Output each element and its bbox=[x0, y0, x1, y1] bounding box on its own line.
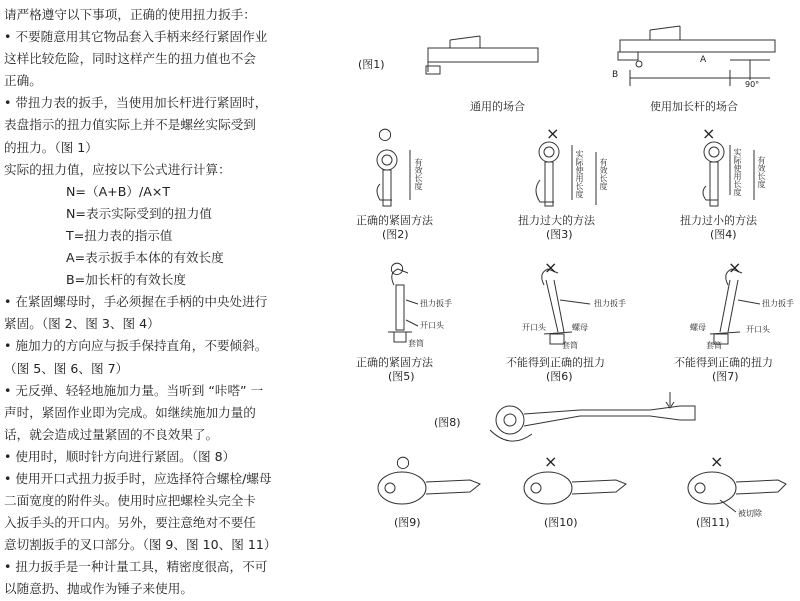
fig2-side-label: 有效长度 bbox=[414, 158, 423, 190]
fig3-drawing bbox=[536, 142, 596, 206]
text-line: • 施加力的方向应与扳手保持直角，不要倾斜。 bbox=[4, 338, 268, 354]
text-line: 实际的扭力值，应按以下公式进行计算： bbox=[4, 161, 231, 177]
fig4-side-label-2: 有效长度 bbox=[757, 156, 766, 188]
text-line: 意切割扳手的叉口部分。（图 9、图 10、图 11） bbox=[4, 537, 277, 553]
fig7-label-wrench: 扭力扳手 bbox=[762, 299, 794, 308]
fig5-label-wrench: 扭力扳手 bbox=[420, 299, 452, 308]
fig5-label: (图5) bbox=[388, 370, 415, 383]
fig10-mark: × bbox=[544, 452, 558, 471]
fig2-mark: ○ bbox=[378, 124, 392, 143]
fig5-label-head: 开口头 bbox=[420, 321, 444, 330]
text-line: N=表示实际受到的扭力值 bbox=[66, 205, 212, 221]
fig6-label-socket: 套筒 bbox=[562, 341, 578, 350]
fig9-mark: ○ bbox=[396, 452, 410, 471]
fig11-mark: × bbox=[710, 452, 724, 471]
fig4-mark: × bbox=[702, 124, 716, 143]
text-line: 二面宽度的附件头。使用时应把螺栓头完全卡 bbox=[4, 493, 256, 509]
fig8-drawing bbox=[490, 392, 695, 441]
fig9-drawing bbox=[378, 472, 480, 504]
fig1-wrench-extension bbox=[618, 26, 775, 86]
text-line: • 扭力扳手是一种计量工具，精密度很高，不可 bbox=[4, 559, 268, 575]
fig7-label-head: 开口头 bbox=[746, 325, 770, 334]
fig7-label-socket: 套筒 bbox=[706, 341, 722, 350]
fig7-label: (图7) bbox=[712, 370, 739, 383]
fig2-drawing bbox=[377, 150, 410, 206]
text-line: 话，就会造成过量紧固的不良效果了。 bbox=[4, 426, 219, 442]
fig10-label: (图10) bbox=[544, 516, 578, 529]
fig3-mark: × bbox=[546, 124, 560, 143]
text-line: • 使用开口式扭力扳手时，应选择符合螺栓/螺母 bbox=[4, 470, 272, 486]
text-line: 表盘指示的扭力值实际上并不是螺丝实际受到 bbox=[4, 117, 256, 133]
text-line: （图 5、图 6、图 7） bbox=[4, 360, 129, 376]
text-line: • 不要随意用其它物品套入手柄来经行紧固作业 bbox=[4, 29, 268, 45]
text-line: 声时，紧固作业即为完成。如继续施加力量的 bbox=[4, 404, 256, 420]
fig6-label-nut: 螺母 bbox=[572, 323, 588, 332]
fig3-side-label-2: 有效长度 bbox=[599, 158, 608, 190]
fig1-A-label: A bbox=[700, 55, 707, 65]
fig8-label: (图8) bbox=[434, 416, 461, 429]
text-line: • 在紧固螺母时，手必须握在手柄的中央处进行 bbox=[4, 294, 268, 310]
text-line: 正确。 bbox=[4, 73, 42, 89]
fig7-caption: 不能得到正确的扭力 bbox=[674, 356, 773, 369]
fig3-caption: 扭力过大的方法 bbox=[518, 214, 595, 227]
fig10-drawing bbox=[524, 472, 626, 504]
fig6-label-head: 开口头 bbox=[522, 323, 546, 332]
fig1-angle-label: 90° bbox=[745, 80, 760, 89]
fig1-caption-left: 通用的场合 bbox=[470, 100, 525, 113]
fig1-B-label: B bbox=[612, 70, 619, 80]
text-line: 以随意扔、抛或作为锤子来使用。 bbox=[4, 581, 193, 597]
fig11-note: 被切除 bbox=[738, 509, 762, 518]
fig5-caption: 正确的紧固方法 bbox=[356, 356, 433, 369]
text-line: 这样比较危险，同时这样产生的扭力值也不会 bbox=[4, 51, 256, 67]
text-line: N=（A+B）/A×T bbox=[66, 183, 171, 199]
fig5-drawing bbox=[388, 269, 418, 342]
fig1-caption-right: 使用加长杆的场合 bbox=[650, 100, 738, 113]
fig4-drawing bbox=[703, 142, 754, 206]
text-line: A=表示扳手本体的有效长度 bbox=[66, 250, 224, 266]
text-line: 紧固。（图 2、图 3、图 4） bbox=[4, 316, 160, 332]
text-line: 请严格遵守以下事项，正确的使用扭力扳手： bbox=[4, 7, 256, 22]
fig2-label: (图2) bbox=[382, 228, 409, 241]
fig2-caption: 正确的紧固方法 bbox=[356, 214, 433, 227]
fig5-mark: ○ bbox=[390, 258, 404, 277]
figure-panel bbox=[350, 0, 800, 599]
instruction-text bbox=[4, 4, 350, 601]
fig3-label: (图3) bbox=[546, 228, 573, 241]
fig11-drawing bbox=[688, 472, 786, 512]
text-line: B=加长杆的有效长度 bbox=[66, 272, 186, 288]
text-line: 入扳手头的开口内。另外，要注意绝对不要任 bbox=[4, 515, 256, 531]
fig6-mark: × bbox=[544, 258, 558, 277]
text-line: 的扭力。（图 1） bbox=[4, 139, 98, 155]
fig6-label: (图6) bbox=[546, 370, 573, 383]
fig6-caption: 不能得到正确的扭力 bbox=[506, 356, 605, 369]
fig7-label-nut: 螺母 bbox=[690, 323, 706, 332]
figure-drawings bbox=[350, 0, 800, 599]
fig1-wrench-normal bbox=[426, 36, 538, 74]
fig9-label: (图9) bbox=[394, 516, 421, 529]
fig11-label: (图11) bbox=[696, 516, 730, 529]
fig3-side-label-1: 实际使用长度 bbox=[575, 150, 584, 198]
fig5-label-socket: 套筒 bbox=[408, 339, 424, 348]
text-line: • 使用时，顺时针方向进行紧固。（图 8） bbox=[4, 448, 236, 464]
text-line: • 带扭力表的扳手，当使用加长杆进行紧固时， bbox=[4, 95, 268, 111]
fig7-mark: × bbox=[728, 258, 742, 277]
fig4-caption: 扭力过小的方法 bbox=[680, 214, 757, 227]
fig1-label: (图1) bbox=[358, 58, 385, 71]
fig4-label: (图4) bbox=[710, 228, 737, 241]
text-line: • 无反弹、轻轻地施加力量。当听到 “咔嗒” 一 bbox=[4, 382, 264, 398]
text-line: T=扭力表的指示值 bbox=[66, 227, 173, 243]
fig6-label-wrench: 扭力扳手 bbox=[594, 299, 626, 308]
fig4-side-label-1: 实际使用长度 bbox=[733, 148, 742, 196]
